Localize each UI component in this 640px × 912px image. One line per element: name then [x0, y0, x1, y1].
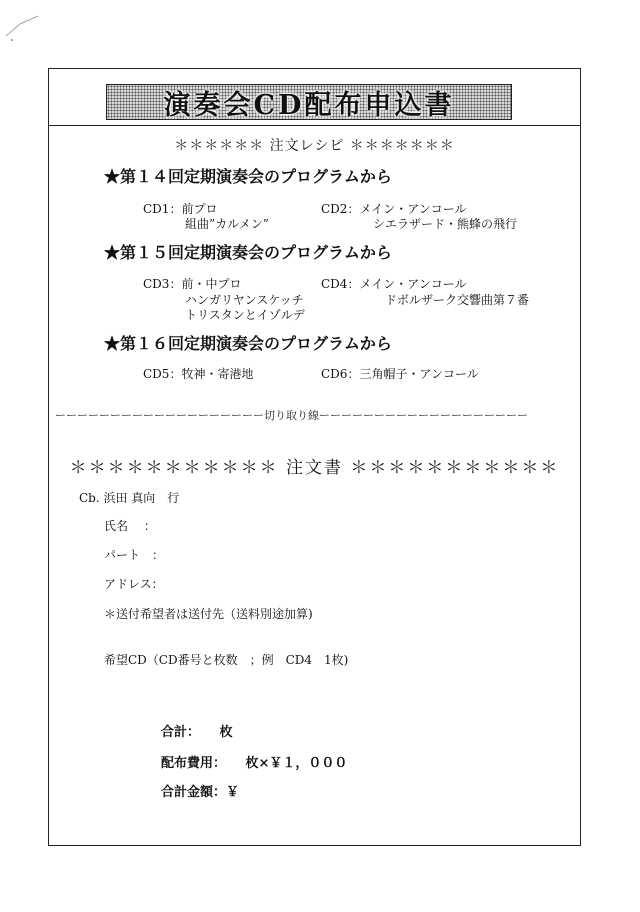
shipping-note: ＊送付希望者は送付先（送料別途加算) [104, 607, 313, 621]
order-header: ＊＊＊＊＊＊＊＊＊＊＊ 注文書 ＊＊＊＊＊＊＊＊＊＊＊ [69, 458, 560, 478]
cd2-title: CD2：メイン・アンコール [321, 202, 467, 216]
cd3-title: CD3：前・中プロ [143, 277, 242, 291]
form-frame [48, 68, 581, 846]
cd3-detail-2: トリスタンとイゾルデ [185, 308, 305, 322]
cd5-title: CD5：牧神・寄港地 [143, 367, 254, 381]
total-amount-label: 合計金額：￥ [161, 785, 240, 800]
cd1-title: CD1：前プロ [143, 202, 218, 216]
recipe-header: ＊＊＊＊＊＊ 注文レシピ ＊＊＊＊＊＊＊ [174, 138, 455, 154]
cd1-detail: 組曲”カルメン” [185, 217, 269, 231]
total-count-label: 合計： 枚 [161, 725, 233, 740]
title-banner [106, 84, 512, 120]
cd4-title: CD4：メイン・アンコール [321, 277, 467, 291]
name-label: 氏名 ： [104, 519, 156, 533]
scan-mark [4, 14, 44, 44]
section-14-heading: ★第１４回定期演奏会のプログラムから [104, 167, 392, 186]
form-title: 演奏会CD配布申込書 [163, 89, 455, 121]
distribution-fee-label: 配布費用： 枚×￥１，０００ [161, 756, 348, 771]
cd3-detail-1: ハンガリヤンスケッチ [185, 293, 304, 307]
cd4-detail: ドボルザーク交響曲第７番 [385, 293, 530, 307]
cut-line: ーーーーーーーーーーーーーーーーーーー切り取り線ーーーーーーーーーーーーーーーーーーー [55, 409, 528, 422]
cd2-detail: シエラザード・熊蜂の飛行 [373, 217, 518, 231]
section-16-heading: ★第１６回定期演奏会のプログラムから [104, 334, 392, 353]
cd-request-label: 希望CD（CD番号と枚数 ；例 CD4 1枚) [104, 653, 349, 667]
address-label: アドレス： [104, 577, 164, 591]
title-divider [49, 125, 580, 126]
addressee: Cb. 浜田 真向 行 [79, 491, 180, 505]
section-15-heading: ★第１５回定期演奏会のプログラムから [104, 243, 392, 262]
cd6-title: CD6：三角帽子・アンコール [321, 367, 479, 381]
part-label: パート ： [104, 548, 165, 562]
